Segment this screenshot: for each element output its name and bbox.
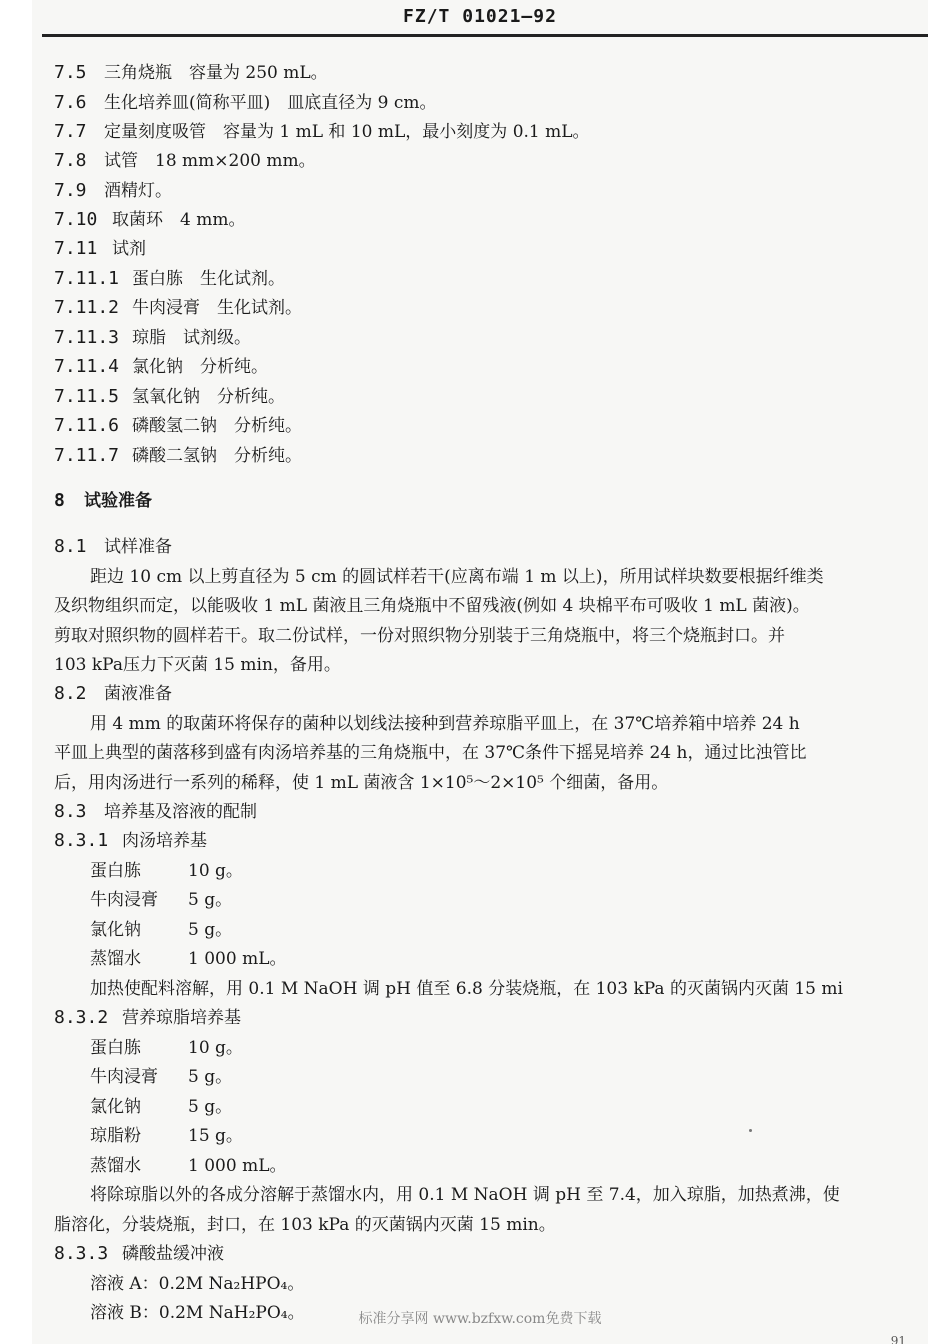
clause-7-7 [54,117,590,142]
paragraph-line: 用 4 mm 的取菌环将保存的菌种以划线法接种到营养琼脂平皿上，在 37℃培养箱中培养 24 h [90,714,800,734]
clause-text: 试剂 [112,239,146,259]
ingredient-row [90,1062,232,1087]
ingredient-name: 牛肉浸膏 [90,1067,158,1087]
clause-title: 磷酸盐缓冲液 [122,1244,224,1264]
clause-number: 7.11.4 [54,356,120,377]
clause-text: 磷酸二氢钠 分析纯。 [132,446,302,466]
clause-text: 琼脂 试剂级。 [132,328,251,348]
paragraph-line: 及织物组织而定，以能吸收 1 mL 菌液且三角烧瓶中不留残液(例如 4 块棉平布可吸收 1 mL 菌液)。 [54,596,810,616]
clause-8-3-1-heading [54,826,207,851]
clause-7-10 [54,205,245,230]
clause-number: 7.11 [54,238,98,259]
clause-7-11-1 [54,264,285,289]
ingredient-amount: 5 g。 [188,890,233,910]
ingredient-amount: 5 g。 [188,920,233,940]
document-page [32,0,928,1344]
ingredient-name: 牛肉浸膏 [90,890,158,910]
ingredient-amount: 1 000 mL。 [188,1156,287,1176]
clause-number: 7.11.6 [54,415,120,436]
clause-8-3-heading [54,797,257,822]
clause-number: 7.11.3 [54,327,120,348]
page-header: FZ/T 01021—92 [403,6,557,27]
paragraph-line: 脂溶化，分装烧瓶，封口，在 103 kPa 的灭菌锅内灭菌 15 min。 [54,1215,556,1235]
ingredient-row [90,944,286,969]
solution-a: 溶液 A：0.2M Na₂HPO₄。 [90,1274,305,1294]
clause-7-11-5 [54,382,285,407]
clause-7-11 [54,234,146,259]
ingredient-row [90,1121,243,1146]
clause-number: 7.9 [54,180,87,201]
watermark-footer: 标准分享网 www.bzfxw.com免费下载 [358,1311,602,1327]
clause-title: 肉汤培养基 [122,831,207,851]
clause-text: 生化培养皿(简称平皿) 皿底直径为 9 cm。 [104,93,437,113]
clause-number: 7.8 [54,150,87,171]
clause-text: 氢氧化钠 分析纯。 [132,387,285,407]
ingredient-row [90,856,243,881]
ingredient-row [90,885,232,910]
clause-number: 7.11.7 [54,445,120,466]
clause-text: 酒精灯。 [104,181,172,201]
clause-title: 培养基及溶液的配制 [104,802,257,822]
ingredient-name: 蛋白胨 [90,861,141,881]
ingredient-name: 蒸馏水 [90,1156,141,1176]
clause-number: 8.3.3 [54,1243,109,1264]
clause-number: 7.6 [54,92,87,113]
clause-7-6 [54,88,437,113]
clause-7-11-4 [54,352,268,377]
clause-number: 7.11.5 [54,386,120,407]
clause-number: 8.2 [54,683,87,704]
clause-text: 牛肉浸膏 生化试剂。 [132,298,302,318]
ingredient-amount: 10 g。 [188,861,243,881]
clause-7-11-7 [54,441,302,466]
clause-title: 试样准备 [104,537,172,557]
paragraph-line: 加热使配料溶解，用 0.1 M NaOH 调 pH 值至 6.8 分装烧瓶，在 103 kPa 的灭菌锅内灭菌 15 mi [90,979,843,999]
ingredient-row [90,915,232,940]
clause-number: 7.11.1 [54,268,120,289]
clause-number: 8.3 [54,801,87,822]
clause-8-3-2-heading [54,1003,241,1028]
clause-number: 8.3.2 [54,1007,109,1028]
ingredient-amount: 15 g。 [188,1126,243,1146]
ingredient-name: 氯化钠 [90,1097,141,1117]
ingredient-amount: 5 g。 [188,1097,233,1117]
paragraph-line: 平皿上典型的菌落移到盛有肉汤培养基的三角烧瓶中，在 37℃条件下摇晃培养 24 h，通过比浊管比 [54,743,807,763]
clause-text: 取菌环 4 mm。 [112,210,246,230]
section-title: 试验准备 [84,491,152,511]
clause-7-9 [54,176,172,201]
ingredient-name: 蛋白胨 [90,1038,141,1058]
clause-number: 8.3.1 [54,830,109,851]
clause-text: 试管 18 mm×200 mm。 [104,151,316,171]
ingredient-row [90,1092,232,1117]
clause-number: 8.1 [54,536,87,557]
clause-7-11-3 [54,323,251,348]
solution-b: 溶液 B：0.2M NaH₂PO₄。 [90,1303,305,1323]
paragraph-line: 后，用肉汤进行一系列的稀释，使 1 mL 菌液含 1×10⁵～2×10⁵ 个细菌，备用。 [54,773,669,793]
paragraph-line: 将除琼脂以外的各成分溶解于蒸馏水内，用 0.1 M NaOH 调 pH 至 7.4，加入琼脂，加热煮沸，使 [90,1185,840,1205]
clause-text: 定量刻度吸管 容量为 1 mL 和 10 mL，最小刻度为 0.1 mL。 [104,122,590,142]
section-number: 8 [54,490,65,511]
clause-7-11-2 [54,293,302,318]
paragraph-line: 距边 10 cm 以上剪直径为 5 cm 的圆试样若干(应离布端 1 m 以上)，所用试样块数要根据纤维类 [90,567,824,587]
ingredient-row [90,1151,286,1176]
ingredient-row [90,1033,243,1058]
page-number: 91 [890,1334,906,1344]
section-8-heading [54,486,152,511]
clause-7-11-6 [54,411,302,436]
clause-title: 菌液准备 [104,684,172,704]
clause-text: 磷酸氢二钠 分析纯。 [132,416,302,436]
clause-text: 蛋白胨 生化试剂。 [132,269,285,289]
ingredient-amount: 1 000 mL。 [188,949,287,969]
scan-speck [749,1129,752,1132]
clause-text: 三角烧瓶 容量为 250 mL。 [104,63,328,83]
ingredient-name: 琼脂粉 [90,1126,141,1146]
ingredient-name: 蒸馏水 [90,949,141,969]
ingredient-amount: 10 g。 [188,1038,243,1058]
clause-7-8 [54,146,316,171]
header-rule [42,34,928,37]
clause-number: 7.11.2 [54,297,120,318]
clause-title: 营养琼脂培养基 [122,1008,241,1028]
clause-8-2-heading [54,679,172,704]
clause-7-5 [54,58,328,83]
ingredient-name: 氯化钠 [90,920,141,940]
clause-8-1-heading [54,532,172,557]
clause-number: 7.10 [54,209,98,230]
paragraph-line: 剪取对照织物的圆样若干。取二份试样，一份对照织物分别装于三角烧瓶中，将三个烧瓶封口。并 [54,626,785,646]
clause-8-3-3-heading [54,1239,224,1264]
clause-number: 7.5 [54,62,87,83]
ingredient-amount: 5 g。 [188,1067,233,1087]
clause-number: 7.7 [54,121,87,142]
paragraph-line: 103 kPa压力下灭菌 15 min，备用。 [54,655,341,675]
clause-text: 氯化钠 分析纯。 [132,357,268,377]
